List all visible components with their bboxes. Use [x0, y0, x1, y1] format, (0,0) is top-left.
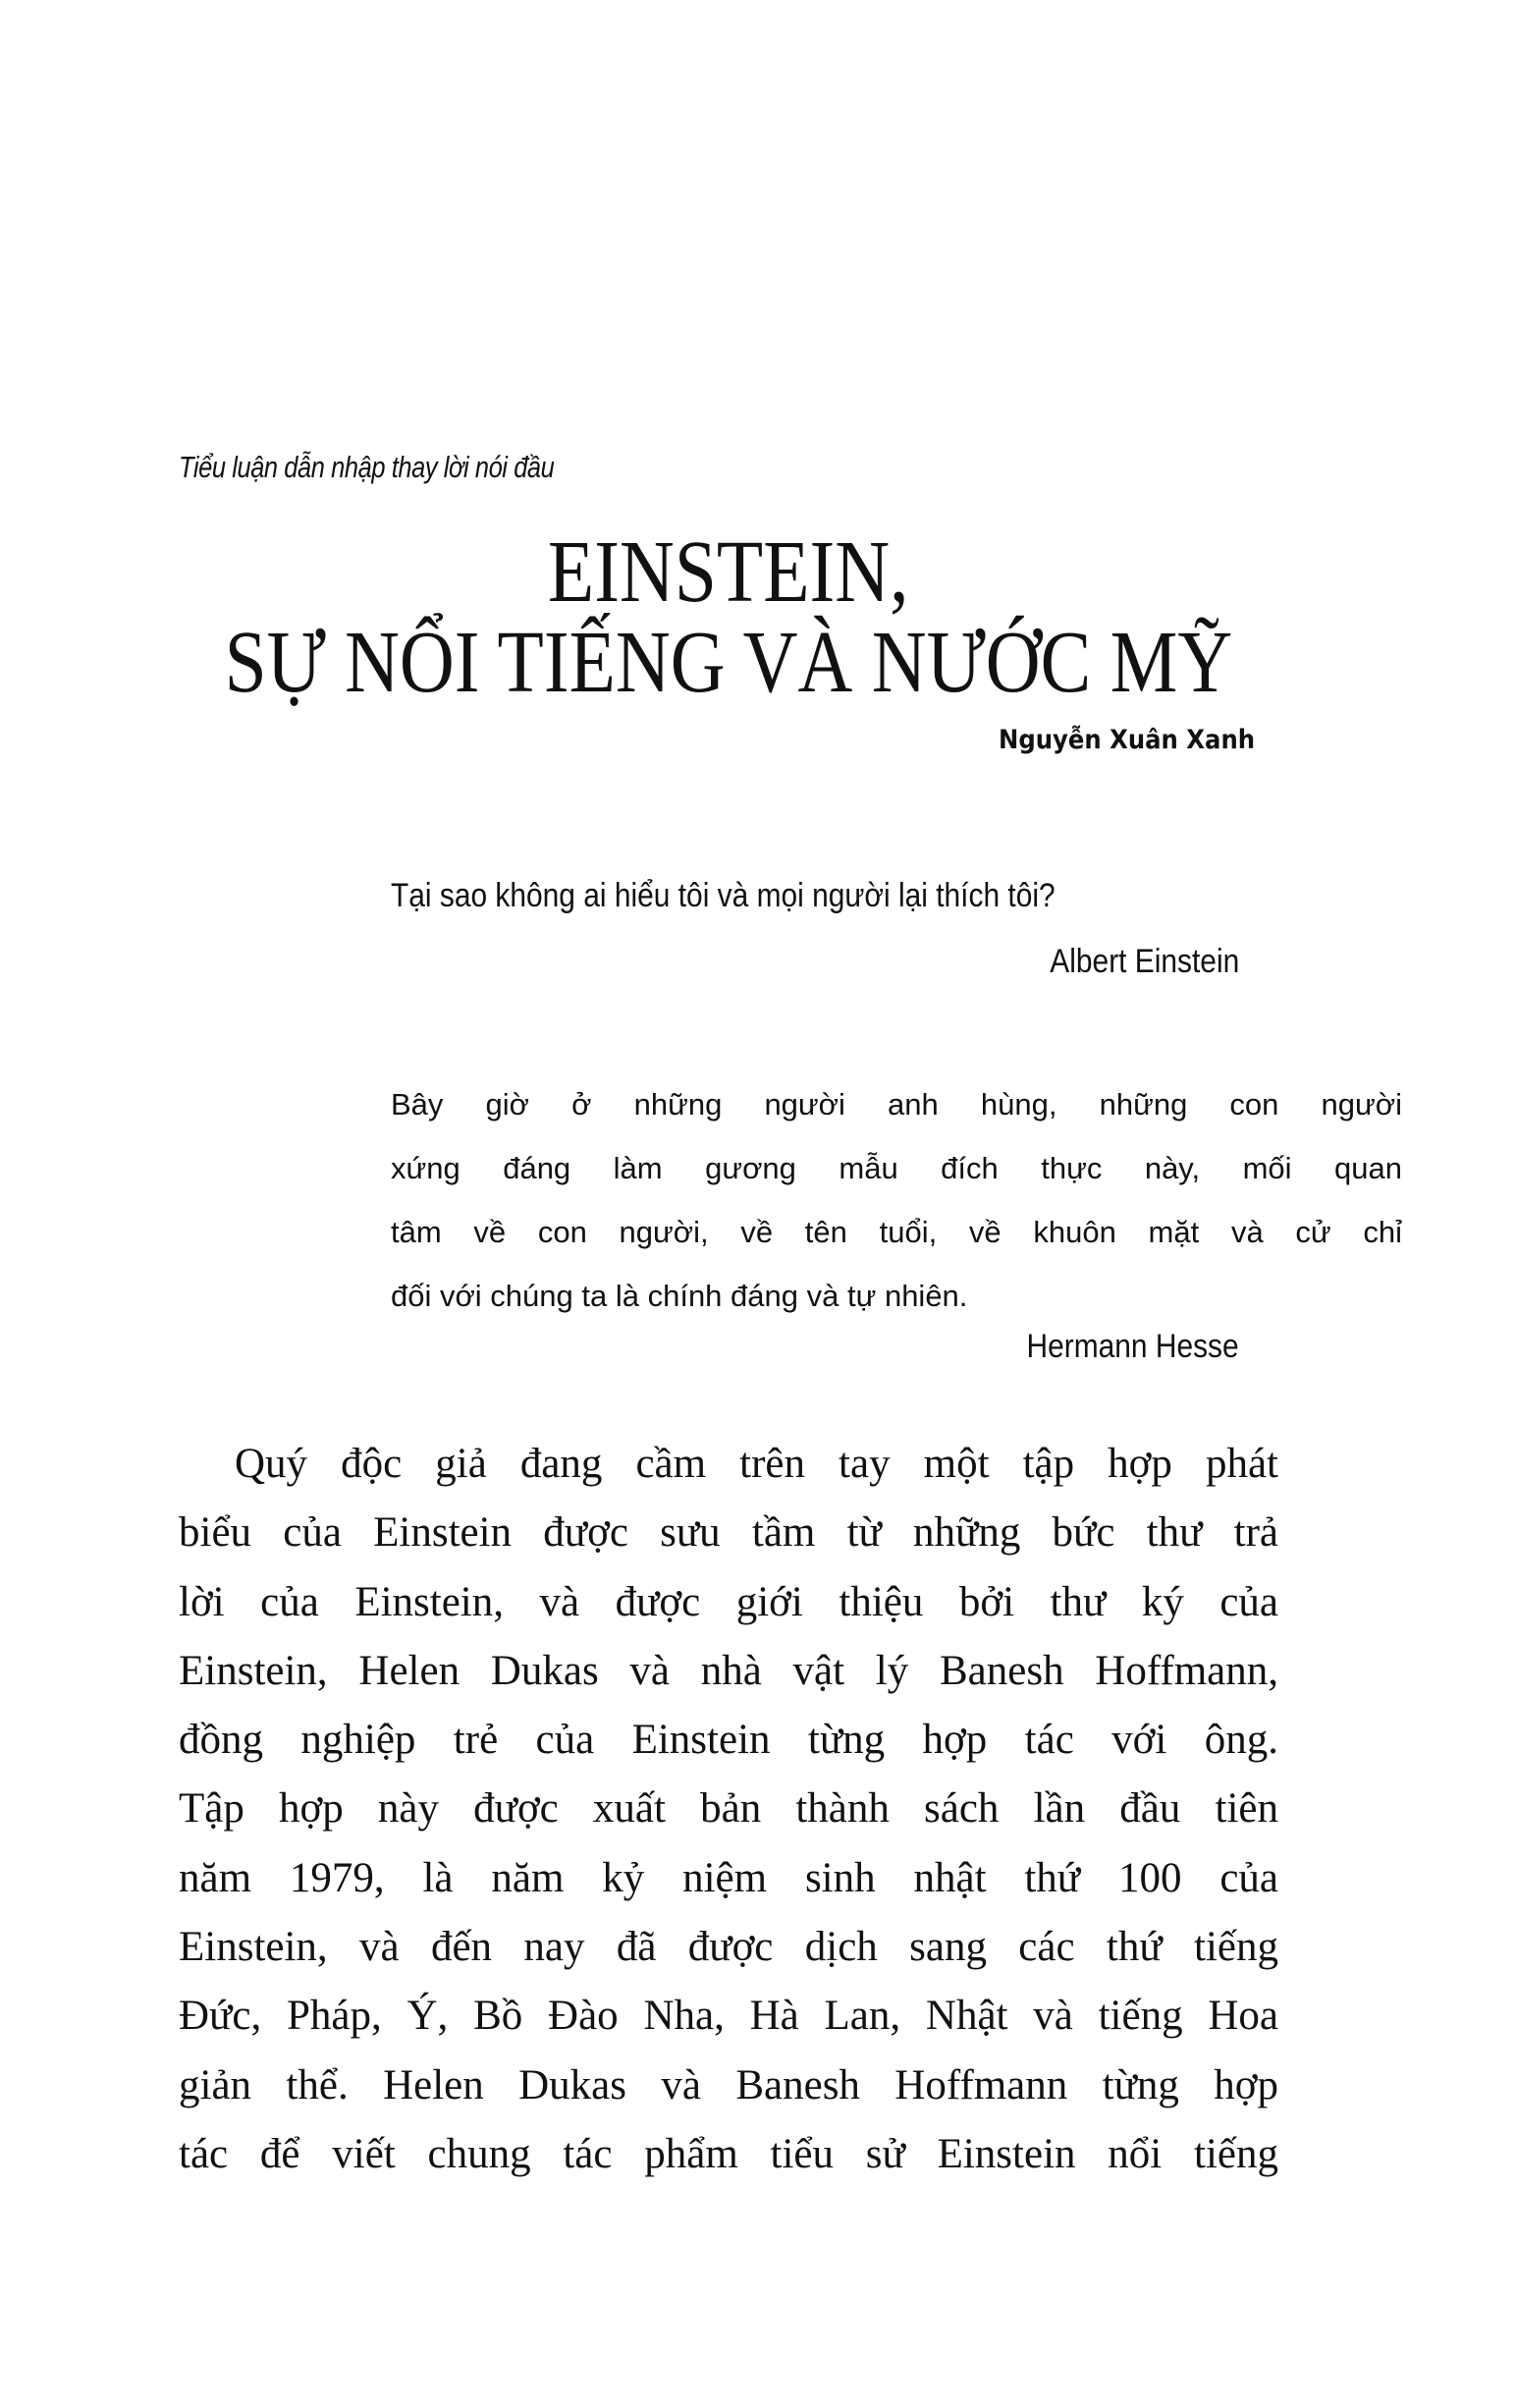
body-line: biểu của Einstein được sưu tầm từ những bức thư trả	[179, 1509, 1278, 1557]
body-line: tác để viết chung tác phẩm tiểu sử Einstein nổi tiếng	[179, 2130, 1278, 2177]
epigraph-2-attribution: Hermann Hesse	[1026, 1328, 1239, 1365]
body-line: Đức, Pháp, Ý, Bồ Đào Nha, Hà Lan, Nhật và tiếng Hoa	[179, 1993, 1278, 2040]
body-line: Tập hợp này được xuất bản thành sách lần đầu tiên	[179, 1785, 1278, 1833]
epigraph-line: Bây giờ ở những người anh hùng, những con người	[391, 1087, 1402, 1122]
body-text	[179, 1430, 1278, 2189]
epigraph-line: đối với chúng ta là chính đáng và tự nhiên.	[391, 1279, 968, 1313]
body-line: giản thể. Helen Dukas và Banesh Hoffmann từng hợp	[179, 2061, 1278, 2108]
title-line-2	[0, 614, 1487, 711]
body-line: Quý độc giả đang cầm trên tay một tập hợp phát	[235, 1441, 1278, 1487]
body-line: năm 1979, là năm kỷ niệm sinh nhật thứ 100 của	[179, 1854, 1278, 1901]
epigraph-2	[391, 1072, 1402, 1328]
title-text: EINSTEIN,	[548, 523, 909, 621]
title-line-1	[0, 523, 1487, 621]
body-line: Einstein, Helen Dukas và nhà vật lý Banesh Hoffmann,	[179, 1647, 1278, 1694]
body-line: Einstein, và đến nay đã được dịch sang các thứ tiếng	[179, 1924, 1278, 1971]
body-line: lời của Einstein, và được giới thiệu bởi thư ký của	[179, 1578, 1278, 1625]
essay-subtitle: Tiểu luận dẫn nhập thay lời nói đầu	[179, 450, 555, 484]
epigraph-line: tâm về con người, về tên tuổi, về khuôn mặt và cử chỉ	[391, 1215, 1402, 1249]
epigraph-1: Tại sao không ai hiểu tôi và mọi người lại thích tôi?	[391, 877, 1056, 914]
epigraph-line: xứng đáng làm gương mẫu đích thực này, mối quan	[391, 1151, 1402, 1185]
body-line: đồng nghiệp trẻ của Einstein từng hợp tác với ông.	[179, 1717, 1278, 1764]
epigraph-1-attribution: Albert Einstein	[1050, 943, 1239, 980]
author-name: Nguyễn Xuân Xanh	[998, 725, 1255, 755]
title-text: SỰ NỔI TIẾNG VÀ NƯỚC MỸ	[224, 614, 1233, 711]
